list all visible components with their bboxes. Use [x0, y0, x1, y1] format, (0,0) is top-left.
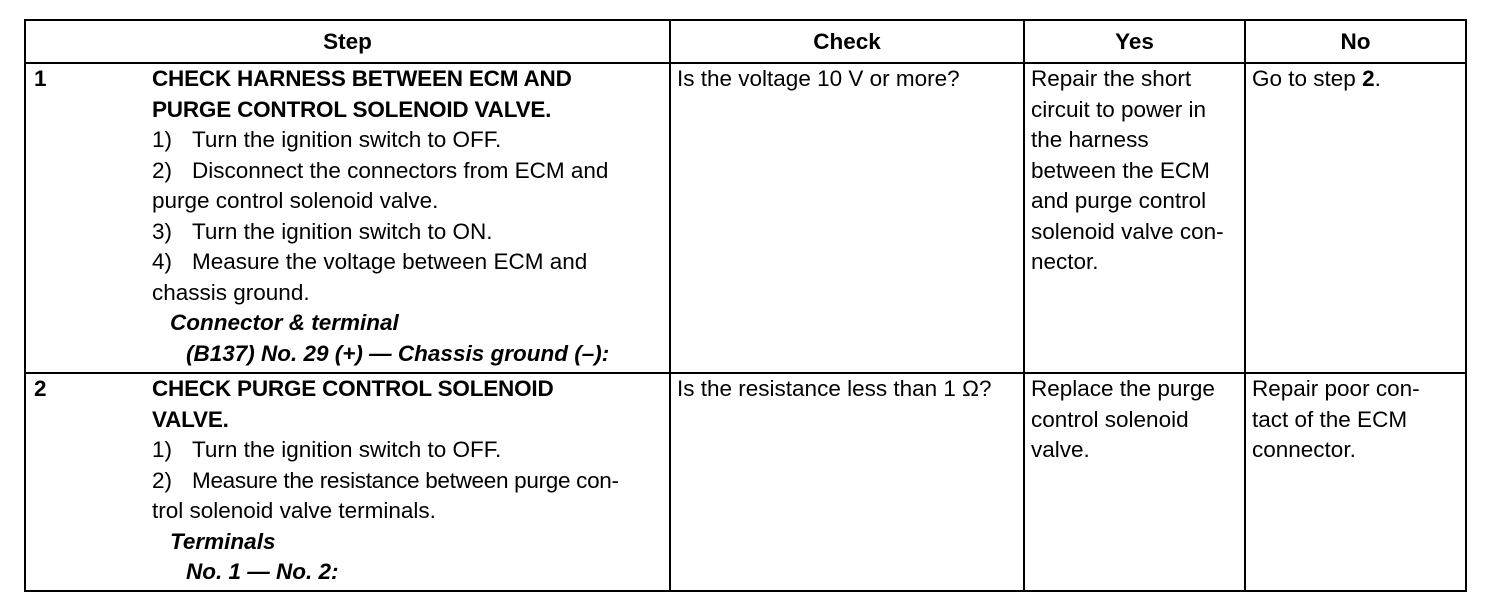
step-title: VALVE. — [152, 406, 229, 432]
yes-line: between the ECM — [1031, 157, 1210, 183]
step-body — [152, 64, 669, 369]
substep-continuation: purge control solenoid valve. — [152, 188, 439, 213]
yes-line: the harness — [1031, 127, 1149, 152]
spec-value: (B137) No. 29 (+) — Chassis ground (–): — [186, 340, 610, 366]
step-body — [152, 374, 669, 588]
step-title: PURGE CONTROL SOLENOID VALVE. — [152, 96, 552, 122]
yes-cell — [1024, 63, 1245, 373]
yes-line: Repair the short — [1031, 66, 1192, 91]
substep: 4) Measure the voltage between ECM and — [152, 249, 588, 274]
step-title: CHECK HARNESS BETWEEN ECM AND — [152, 66, 572, 91]
step-cell — [25, 373, 670, 591]
step-number: 1 — [34, 66, 47, 91]
step-title: CHECK PURGE CONTROL SOLENOID — [152, 376, 554, 401]
spec-heading: Connector & terminal — [170, 310, 399, 335]
substep-continuation: chassis ground. — [152, 279, 310, 305]
yes-line: solenoid valve con- — [1031, 218, 1224, 244]
no-cell: Go to step 2. — [1245, 63, 1466, 373]
header-yes: Yes — [1024, 20, 1245, 63]
no-line: Repair poor con- — [1252, 376, 1420, 401]
table-row — [25, 63, 1466, 373]
no-line: connector. — [1252, 437, 1356, 462]
yes-cell — [1024, 373, 1245, 591]
substep: 3) Turn the ignition switch to ON. — [152, 218, 493, 244]
spec-value: No. 1 — No. 2: — [186, 559, 339, 584]
no-line: tact of the ECM — [1252, 406, 1408, 432]
check-cell: Is the voltage 10 V or more? — [670, 63, 1024, 373]
step-cell — [25, 63, 670, 373]
step-number: 2 — [34, 376, 47, 401]
substep: 2) Measure the resistance between purge con- — [152, 467, 619, 493]
step-reference: 2 — [1362, 66, 1375, 91]
yes-line: and purge control — [1031, 188, 1207, 213]
yes-line: Replace the purge — [1031, 376, 1215, 401]
yes-line: control solenoid — [1031, 406, 1189, 432]
header-step: Step — [25, 20, 670, 63]
header-no: No — [1245, 20, 1466, 63]
header-row — [25, 20, 1466, 63]
substep-continuation: trol solenoid valve terminals. — [152, 498, 436, 523]
substep: 1) Turn the ignition switch to OFF. — [152, 437, 502, 462]
table-row — [25, 373, 1466, 591]
substep: 2) Disconnect the connectors from ECM and — [152, 157, 609, 183]
yes-line: nector. — [1031, 249, 1099, 274]
substep: 1) Turn the ignition switch to OFF. — [152, 127, 502, 152]
yes-line: valve. — [1031, 437, 1090, 462]
header-check: Check — [670, 20, 1024, 63]
spec-heading: Terminals — [170, 528, 276, 554]
diagnostic-table — [24, 19, 1467, 592]
check-cell: Is the resistance less than 1 Ω? — [670, 373, 1024, 591]
no-cell — [1245, 373, 1466, 591]
yes-line: circuit to power in — [1031, 96, 1207, 122]
